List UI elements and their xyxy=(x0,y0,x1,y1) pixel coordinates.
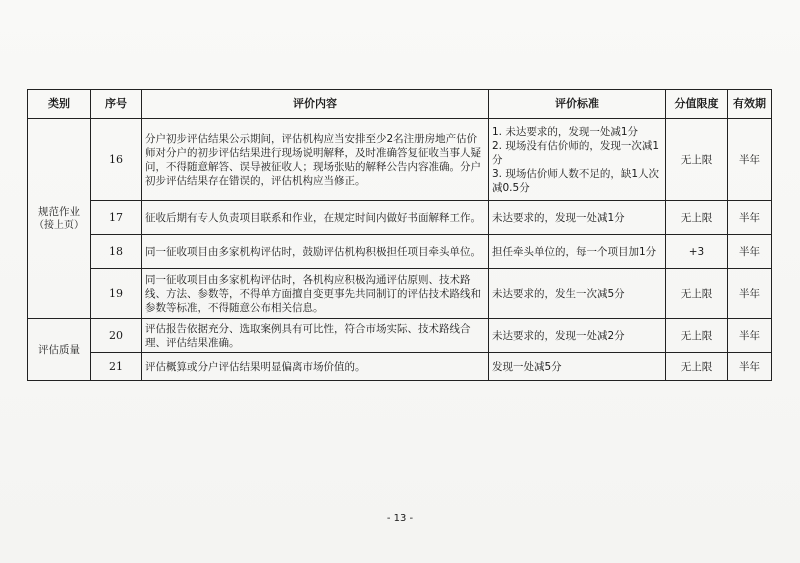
header-no: 序号 xyxy=(91,90,142,119)
row-limit: +3 xyxy=(666,235,728,269)
row-validity: 半年 xyxy=(728,119,772,201)
row-limit: 无上限 xyxy=(666,319,728,353)
row-number: 17 xyxy=(91,201,142,235)
row-validity: 半年 xyxy=(728,319,772,353)
row-limit: 无上限 xyxy=(666,353,728,381)
row-content: 评估报告依据充分、选取案例具有可比性，符合市场实际、技术路线合理、评估结果准确。 xyxy=(142,319,489,353)
category-cell xyxy=(28,319,91,381)
evaluation-table xyxy=(27,89,772,381)
table-row xyxy=(28,119,772,201)
table-row xyxy=(28,319,772,353)
row-validity: 半年 xyxy=(728,201,772,235)
category-label: 评估质量 xyxy=(38,343,80,356)
header-content: 评价内容 xyxy=(142,90,489,119)
row-content: 分户初步评估结果公示期间，评估机构应当安排至少2名注册房地产估价师对分户的初步评估结果进行现场说明解释，及时准确答复征收当事人疑问，不得随意解答、误导被征收人；现场张贴的解释公告内容准确。分户初步评估结果存在错误的，评估机构应当修正。 xyxy=(142,119,489,201)
standard-item: 3. 现场估价师人数不足的，缺1人次减0.5分 xyxy=(492,167,660,194)
header-category: 类别 xyxy=(28,90,91,119)
table-row xyxy=(28,269,772,319)
row-standard: 担任牵头单位的，每一个项目加1分 xyxy=(489,235,666,269)
category-label: 规范作业 xyxy=(38,205,80,218)
row-standard: 未达要求的，发生一次减5分 xyxy=(489,269,666,319)
standard-item: 1. 未达要求的，发现一处减1分 xyxy=(492,125,639,138)
row-standard: 发现一处减5分 xyxy=(489,353,666,381)
row-number: 20 xyxy=(91,319,142,353)
row-number: 19 xyxy=(91,269,142,319)
table-row xyxy=(28,353,772,381)
category-cell xyxy=(28,119,91,319)
row-content: 评估概算或分户评估结果明显偏离市场价值的。 xyxy=(142,353,489,381)
header-validity: 有效期 xyxy=(728,90,772,119)
row-limit: 无上限 xyxy=(666,119,728,201)
row-content: 征收后期有专人负责项目联系和作业，在规定时间内做好书面解释工作。 xyxy=(142,201,489,235)
row-standard: 未达要求的，发现一处减2分 xyxy=(489,319,666,353)
table-row xyxy=(28,201,772,235)
category-note: （接上页） xyxy=(34,219,84,231)
standard-item: 2. 现场没有估价师的，发现一次减1分 xyxy=(492,139,660,166)
row-content: 同一征收项目由多家机构评估时，鼓励评估机构积极担任项目牵头单位。 xyxy=(142,235,489,269)
header-standard: 评价标准 xyxy=(489,90,666,119)
row-limit: 无上限 xyxy=(666,269,728,319)
header-limit: 分值限度 xyxy=(666,90,728,119)
row-validity: 半年 xyxy=(728,269,772,319)
row-validity: 半年 xyxy=(728,235,772,269)
row-validity: 半年 xyxy=(728,353,772,381)
row-content: 同一征收项目由多家机构评估时，各机构应积极沟通评估原则、技术路线、方法、参数等，不得单方面擅自变更事先共同制订的评估技术路线和参数等标准，不得随意公布相关信息。 xyxy=(142,269,489,319)
row-number: 16 xyxy=(91,119,142,201)
row-number: 21 xyxy=(91,353,142,381)
row-limit: 无上限 xyxy=(666,201,728,235)
row-standard xyxy=(489,119,666,201)
table-row xyxy=(28,235,772,269)
table-header-row xyxy=(28,90,772,119)
row-standard: 未达要求的，发现一处减1分 xyxy=(489,201,666,235)
page-number: - 13 - xyxy=(386,513,414,524)
row-number: 18 xyxy=(91,235,142,269)
